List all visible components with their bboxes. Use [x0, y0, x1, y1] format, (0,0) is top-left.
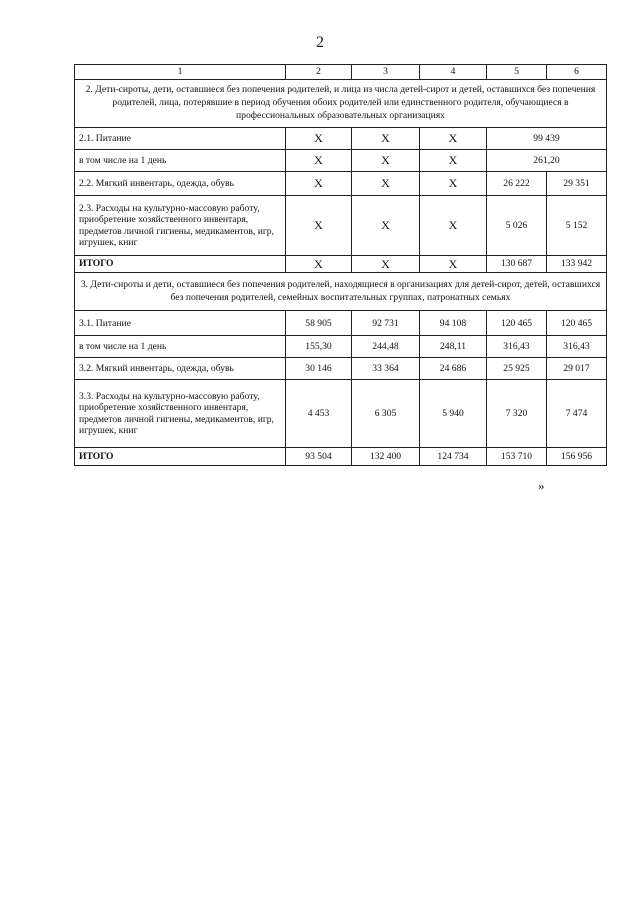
page-number: 2	[316, 34, 324, 51]
column-header-1: 1	[75, 65, 286, 80]
cell-col5-6: 99 439	[487, 128, 607, 150]
cell-col3: 92 731	[352, 311, 420, 336]
cell-col2: Х	[286, 196, 352, 256]
column-header-6: 6	[547, 65, 607, 80]
table-row	[75, 336, 607, 358]
row-label: 2.1. Питание	[75, 128, 286, 150]
cell-col4: Х	[420, 128, 487, 150]
cell-col4: 24 686	[420, 358, 487, 380]
column-number-row	[75, 65, 607, 80]
cell-col6: 7 474	[547, 380, 607, 448]
column-header-4: 4	[420, 65, 487, 80]
row-label: ИТОГО	[75, 448, 286, 466]
cell-col2: 58 905	[286, 311, 352, 336]
closing-quote-mark: »	[538, 478, 545, 493]
row-label: в том числе на 1 день	[75, 150, 286, 172]
table-row	[75, 150, 607, 172]
cell-col4: 248,11	[420, 336, 487, 358]
section-3-title-row	[75, 273, 607, 311]
cell-col2: 155,30	[286, 336, 352, 358]
cell-col5: 7 320	[487, 380, 547, 448]
cell-col5: 130 687	[487, 256, 547, 273]
cell-col5: 5 026	[487, 196, 547, 256]
section-2-title-row	[75, 80, 607, 128]
cell-col3: 244,48	[352, 336, 420, 358]
cell-col4: 124 734	[420, 448, 487, 466]
cell-col5: 26 222	[487, 172, 547, 196]
row-label: 2.3. Расходы на культурно-массовую работу, приобретение хозяйственного инвентаря, предметов личной гигиены, медикаментов, игр, игрушек, книг	[75, 196, 286, 256]
cell-col2: 93 504	[286, 448, 352, 466]
column-header-2: 2	[286, 65, 352, 80]
cell-col3: Х	[352, 150, 420, 172]
table-row	[75, 196, 607, 256]
cell-col3: 6 305	[352, 380, 420, 448]
cell-col2: Х	[286, 256, 352, 273]
cell-col2: 4 453	[286, 380, 352, 448]
table-row	[75, 128, 607, 150]
total-row	[75, 256, 607, 273]
cell-col6: 133 942	[547, 256, 607, 273]
cell-col5: 25 925	[487, 358, 547, 380]
row-label: ИТОГО	[75, 256, 286, 273]
column-header-3: 3	[352, 65, 420, 80]
table-row	[75, 358, 607, 380]
row-label: 3.3. Расходы на культурно-массовую работу, приобретение хозяйственного инвентаря, предметов личной гигиены, медикаментов, игр, игрушек, книг	[75, 380, 286, 448]
cell-col6: 29 017	[547, 358, 607, 380]
table-row	[75, 380, 607, 448]
cell-col3: Х	[352, 128, 420, 150]
cell-col6: 120 465	[547, 311, 607, 336]
cell-col5: 153 710	[487, 448, 547, 466]
section-3-title: 3. Дети-сироты и дети, оставшиеся без попечения родителей, находящиеся в организациях для детей-сирот, детей, оставшихся без попечения родителей, семейных воспитательных группах, патронатных семьях	[75, 273, 607, 311]
cell-col6: 29 351	[547, 172, 607, 196]
cell-col3: 132 400	[352, 448, 420, 466]
cell-col2: 30 146	[286, 358, 352, 380]
cell-col5: 316,43	[487, 336, 547, 358]
row-label: в том числе на 1 день	[75, 336, 286, 358]
row-label: 2.2. Мягкий инвентарь, одежда, обувь	[75, 172, 286, 196]
cell-col3: Х	[352, 196, 420, 256]
cell-col2: Х	[286, 172, 352, 196]
column-header-5: 5	[487, 65, 547, 80]
section-2-title: 2. Дети-сироты, дети, оставшиеся без попечения родителей, и лица из числа детей-сирот и детей, оставшихся без попечения родителей, лица, потерявшие в период обучения обоих родителей или единственного родителя, обучающиеся в профессиональных образовательных организациях	[75, 80, 607, 128]
cell-col4: 94 108	[420, 311, 487, 336]
cell-col4: Х	[420, 150, 487, 172]
cell-col5-6: 261,20	[487, 150, 607, 172]
total-row	[75, 448, 607, 466]
row-label: 3.1. Питание	[75, 311, 286, 336]
cell-col3: Х	[352, 172, 420, 196]
budget-table	[74, 64, 607, 466]
cell-col4: Х	[420, 172, 487, 196]
cell-col6: 156 956	[547, 448, 607, 466]
cell-col2: Х	[286, 150, 352, 172]
cell-col2: Х	[286, 128, 352, 150]
cell-col3: 33 364	[352, 358, 420, 380]
table-row	[75, 311, 607, 336]
cell-col6: 316,43	[547, 336, 607, 358]
cell-col4: Х	[420, 256, 487, 273]
row-label: 3.2. Мягкий инвентарь, одежда, обувь	[75, 358, 286, 380]
cell-col3: Х	[352, 256, 420, 273]
cell-col4: 5 940	[420, 380, 487, 448]
cell-col5: 120 465	[487, 311, 547, 336]
table-row	[75, 172, 607, 196]
cell-col6: 5 152	[547, 196, 607, 256]
cell-col4: Х	[420, 196, 487, 256]
